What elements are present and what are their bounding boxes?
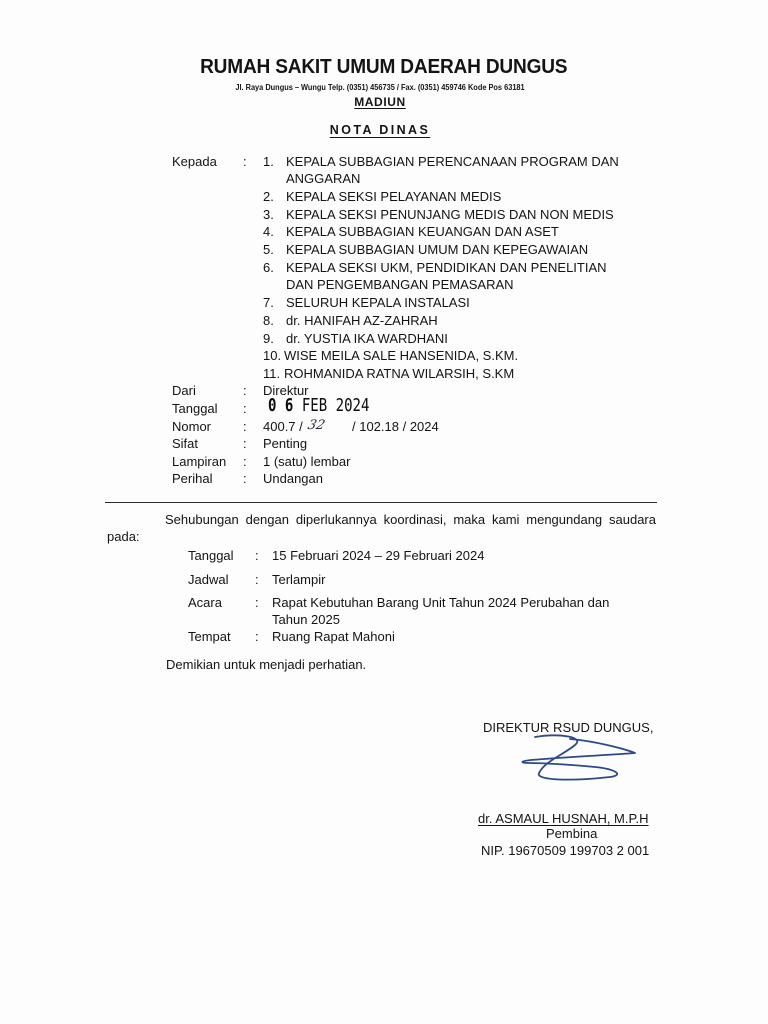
recipient-text: SELURUH KEPALA INSTALASI (286, 295, 470, 310)
nomor-suffix: / 102.18 / 2024 (352, 419, 439, 434)
nomor-handwritten: 32 (305, 418, 327, 433)
sifat-label: Sifat (172, 436, 199, 451)
recipient-number: 4. (263, 224, 274, 239)
recipient-number: 11. (263, 366, 281, 381)
signatory-nip: NIP. 19670509 199703 2 001 (481, 843, 650, 858)
tanggal-label: Tanggal (172, 401, 218, 416)
sifat-colon: : (243, 436, 247, 451)
document-title: NOTA DINAS (329, 123, 431, 137)
event-acara-label: Acara (188, 595, 222, 610)
recipient-number: 9. (263, 331, 274, 346)
signature-image (515, 733, 640, 783)
recipient-text: dr. YUSTIA IKA WARDHANI (286, 331, 448, 346)
event-jadwal-value: Terlampir (272, 572, 326, 587)
recipient-text: KEPALA SEKSI PENUNJANG MEDIS DAN NON MEDIS (286, 207, 614, 222)
recipient-number: 7. (263, 295, 274, 310)
nomor-colon: : (243, 419, 247, 434)
recipient-number: 10. (263, 348, 282, 363)
recipient-text: DAN PENGEMBANGAN PEMASARAN (286, 277, 514, 292)
institution-city: MADIUN (354, 95, 406, 109)
recipient-text: KEPALA SUBBAGIAN UMUM DAN KEPEGAWAIAN (286, 242, 589, 257)
tanggal-colon: : (243, 401, 247, 416)
signatory-title: DIREKTUR RSUD DUNGUS, (483, 720, 654, 735)
date-stamp (268, 395, 369, 416)
event-tempat-colon: : (255, 629, 259, 644)
lampiran-label: Lampiran (172, 454, 227, 469)
kepada-label: Kepada (172, 154, 217, 169)
date-stamp-month-year: FEB 2024 (301, 395, 370, 416)
perihal-colon: : (243, 471, 247, 486)
nomor-label: Nomor (172, 419, 212, 434)
dari-label: Dari (172, 383, 196, 398)
event-tempat-value: Ruang Rapat Mahoni (272, 629, 395, 644)
recipient-number: 1. (263, 154, 274, 169)
recipient-text: KEPALA SUBBAGIAN KEUANGAN DAN ASET (286, 224, 559, 239)
recipient-number: 6. (263, 260, 274, 275)
dari-colon: : (243, 383, 247, 398)
recipient-text: ROHMANIDA RATNA WILARSIH, S.KM (284, 366, 515, 381)
recipient-number: 2. (263, 189, 274, 204)
perihal-value: Undangan (263, 471, 323, 486)
event-tanggal-label: Tanggal (188, 548, 234, 563)
recipient-text: KEPALA SEKSI PELAYANAN MEDIS (286, 189, 502, 204)
institution-address: Jl. Raya Dungus – Wungu Telp. (0351) 456735 / Fax. (0351) 459746 Kode Pos 63181 (235, 82, 525, 92)
recipient-text: KEPALA SEKSI UKM, PENDIDIKAN DAN PENELITIAN (286, 260, 607, 275)
event-tanggal-colon: : (255, 548, 259, 563)
closing-statement: Demikian untuk menjadi perhatian. (166, 657, 367, 672)
event-acara-colon: : (255, 595, 259, 610)
date-stamp-day: 0 6 (268, 395, 294, 416)
recipient-text: ANGGARAN (286, 171, 361, 186)
signatory-name: dr. ASMAUL HUSNAH, M.P.H (478, 811, 649, 826)
event-jadwal-colon: : (255, 572, 259, 587)
sifat-value: Penting (263, 436, 308, 451)
nomor-prefix: 400.7 / (263, 419, 303, 434)
lampiran-value: 1 (satu) lembar (263, 454, 351, 469)
recipient-number: 5. (263, 242, 274, 257)
event-acara-value-line1: Rapat Kebutuhan Barang Unit Tahun 2024 Perubahan dan (272, 595, 610, 610)
event-jadwal-label: Jadwal (188, 572, 229, 587)
institution-name: RUMAH SAKIT UMUM DAERAH DUNGUS (200, 55, 568, 78)
intro-paragraph: Sehubungan dengan diperlukannya koordinasi, maka kami mengundang saudara pada: (107, 512, 656, 544)
header-divider (105, 502, 657, 503)
dari-value: Direktur (263, 383, 309, 398)
perihal-label: Perihal (172, 471, 213, 486)
event-tempat-label: Tempat (188, 629, 231, 644)
recipient-number: 3. (263, 207, 274, 222)
recipient-text: KEPALA SUBBAGIAN PERENCANAAN PROGRAM DAN (286, 154, 619, 169)
recipient-text: WISE MEILA SALE HANSENIDA, S.KM. (284, 348, 519, 363)
event-tanggal-value: 15 Februari 2024 – 29 Februari 2024 (272, 548, 485, 563)
lampiran-colon: : (243, 454, 247, 469)
signatory-rank: Pembina (546, 826, 598, 841)
event-acara-value-line2: Tahun 2025 (272, 612, 340, 627)
recipient-number: 8. (263, 313, 274, 328)
kepada-colon: : (243, 154, 247, 169)
recipient-text: dr. HANIFAH AZ-ZAHRAH (286, 313, 438, 328)
